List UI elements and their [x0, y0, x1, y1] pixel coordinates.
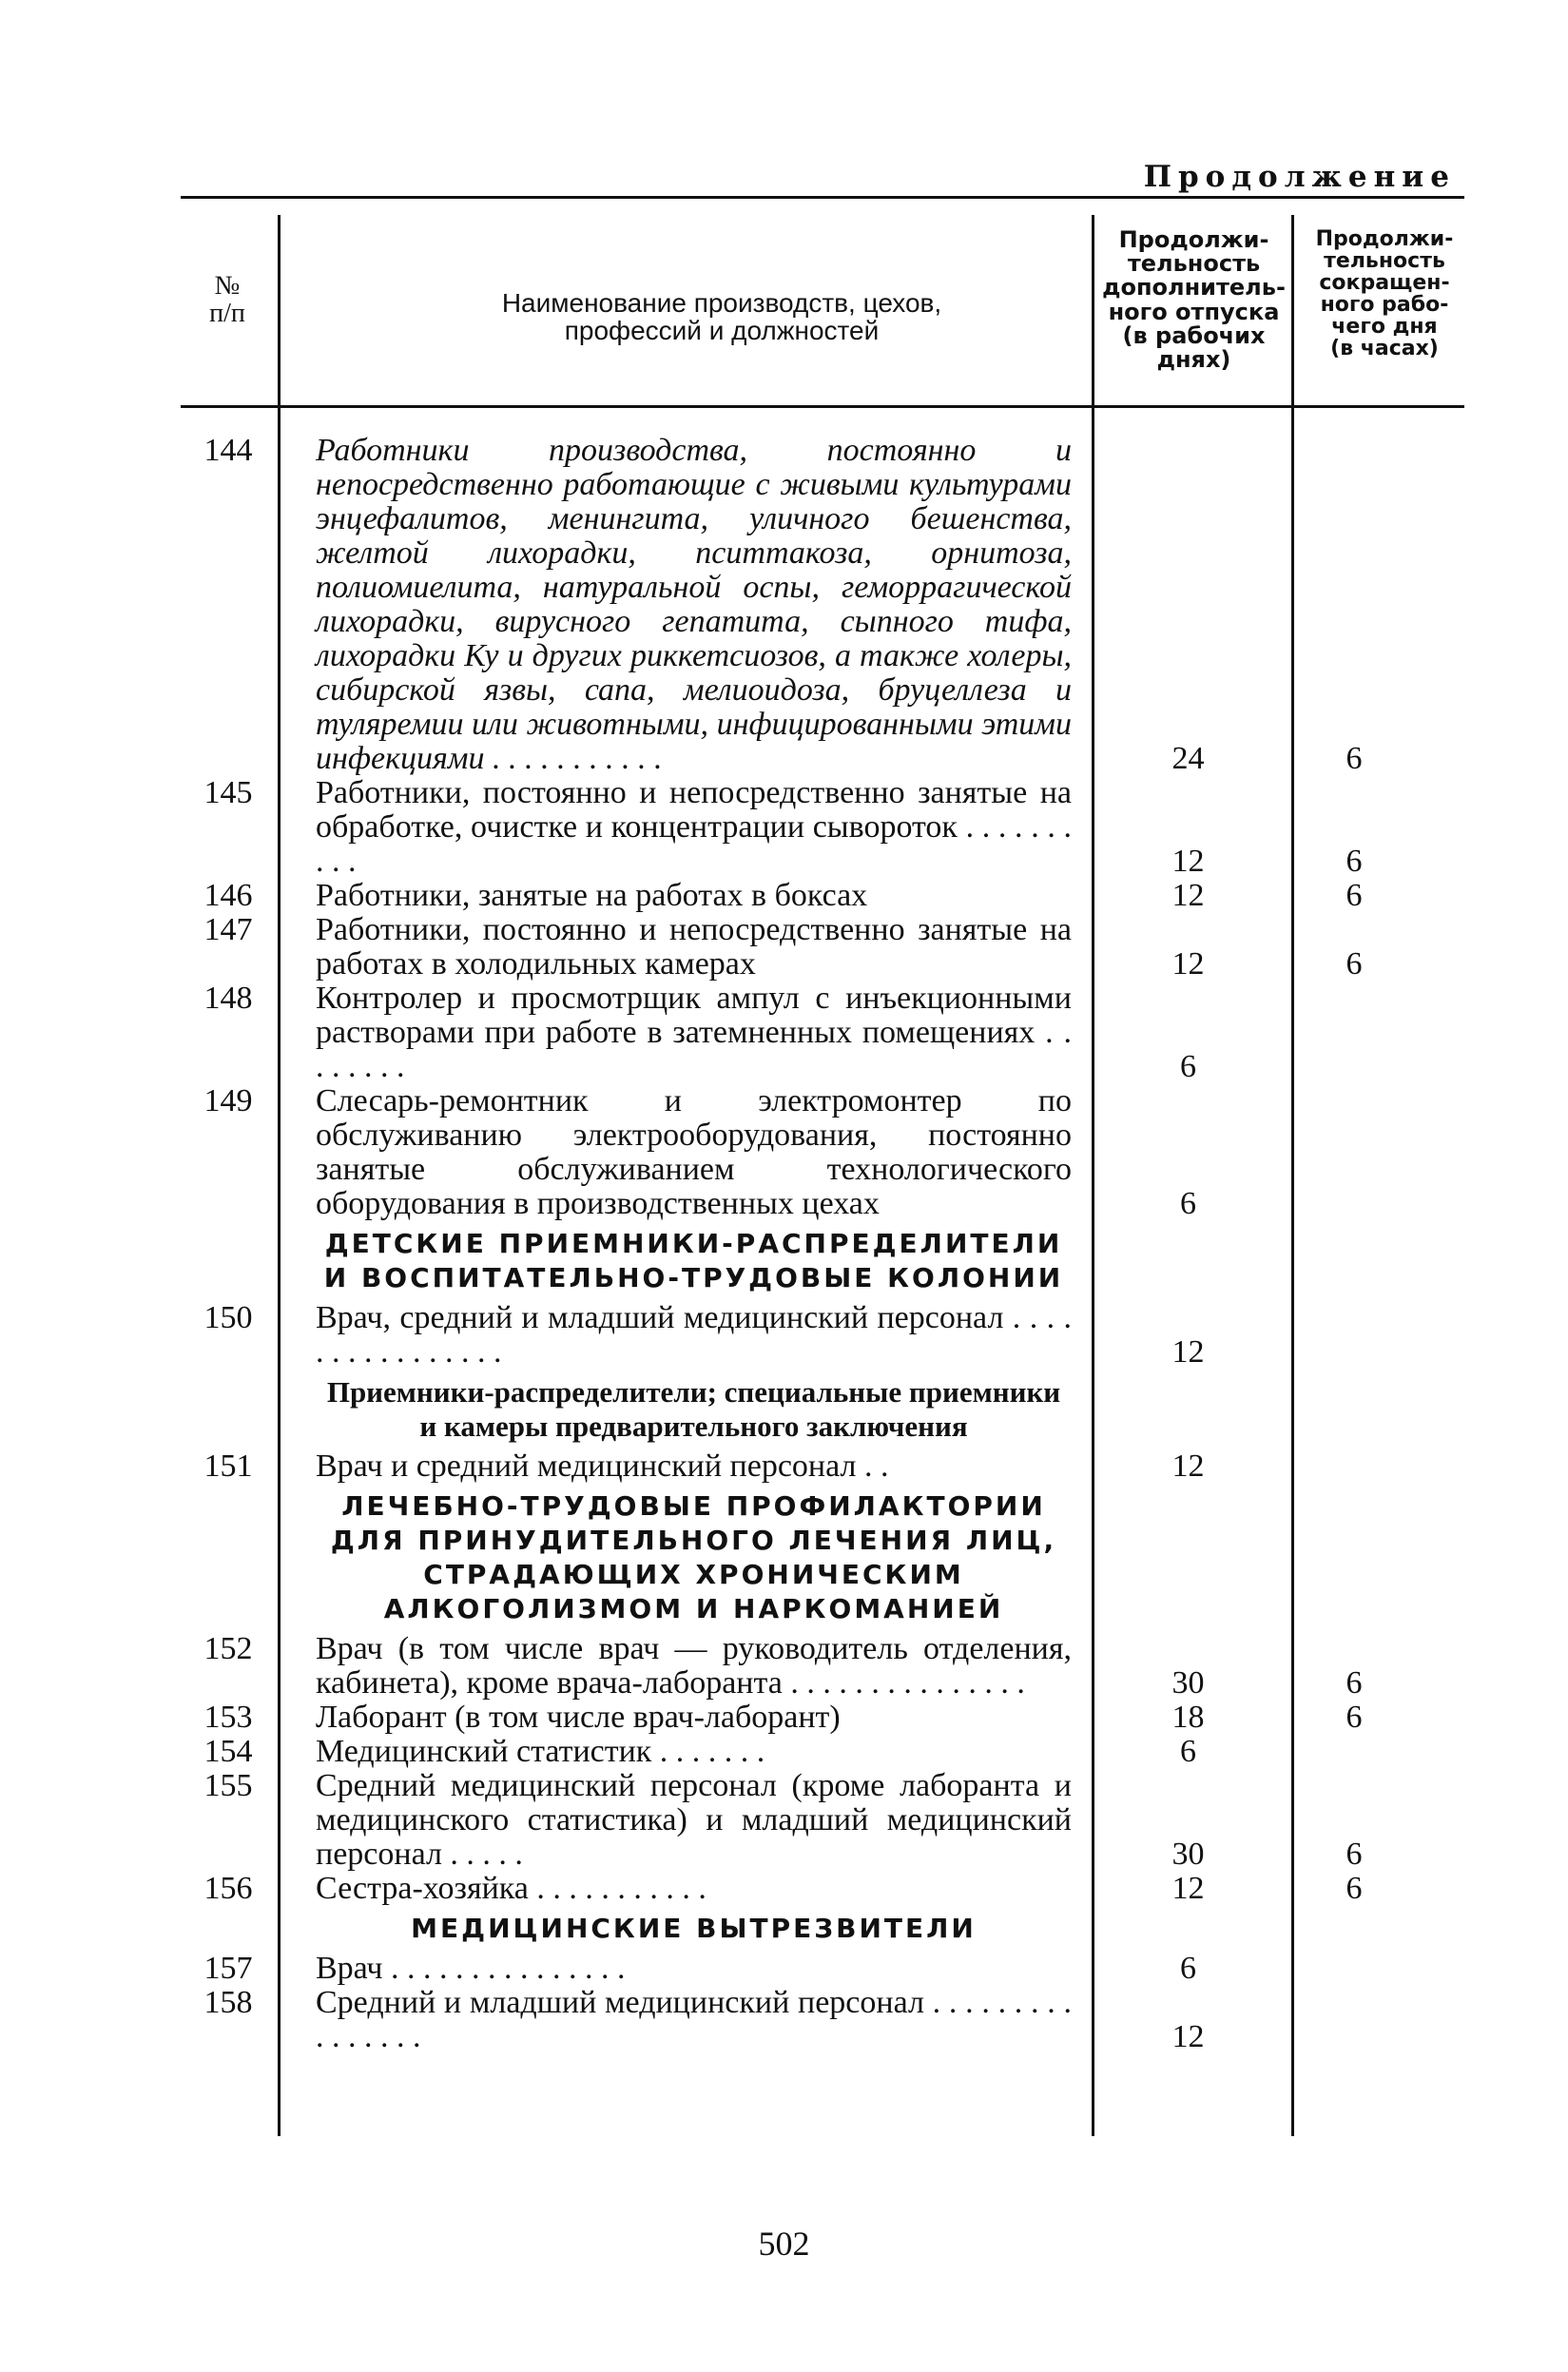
- row-number: 146: [203, 878, 253, 913]
- header-name: Наименование производств, цехов, профессий и должностей: [501, 288, 942, 346]
- table-row: [181, 1986, 1464, 2054]
- row-extra-leave-days: 6: [1180, 1951, 1196, 1986]
- row-description: Лаборант (в том числе врач-лаборант): [316, 1700, 841, 1735]
- table-row: [181, 776, 1464, 879]
- row-short-day-hours: 6: [1345, 946, 1363, 982]
- row-short-day-hours: 6: [1345, 741, 1363, 776]
- row-extra-leave-days: 12: [1171, 1871, 1205, 1906]
- row-description: Работники, занятые на работах в боксах: [316, 878, 868, 913]
- row-description: Медицинский статистик . . . . . . .: [316, 1734, 765, 1769]
- table-row: [181, 1701, 1464, 1735]
- header-bottom-rule: [181, 405, 1464, 408]
- row-short-day-hours: 6: [1345, 1665, 1363, 1701]
- table-body: [181, 434, 1464, 2054]
- row-number: 150: [203, 1300, 253, 1335]
- row-description: Контролер и просмотрщик ампул с инъекционными растворами при работе в затемненных помещениях . . . . . . . .: [316, 981, 1072, 1084]
- row-extra-leave-days: 12: [1171, 1448, 1205, 1484]
- row-short-day-hours: 6: [1345, 844, 1363, 879]
- row-number: 152: [203, 1631, 253, 1666]
- row-number: 158: [203, 1985, 253, 2020]
- row-description: Слесарь-ремонтник и электромонтер по обслуживанию электрооборудования, постоянно занятые обслуживанием технологического оборудования в производственных цехах: [316, 1083, 1072, 1221]
- row-extra-leave-days: 12: [1171, 878, 1205, 913]
- row-description: Работники, постоянно и непосредственно занятые на обработке, очистке и концентрации сывороток . . . . . . . . . .: [316, 775, 1072, 879]
- table-row: [181, 1301, 1464, 1370]
- row-description: Врач (в том числе врач — руководитель отделения, кабинета), кроме врача-лаборанта . . . . . . . . . . . . . . .: [316, 1631, 1072, 1701]
- continuation-label: Продолжение: [1143, 160, 1456, 194]
- row-extra-leave-days: 12: [1171, 2019, 1205, 2054]
- row-extra-leave-days: 18: [1171, 1700, 1205, 1735]
- table-row: [181, 1084, 1464, 1221]
- table-row: [181, 1449, 1464, 1484]
- row-number: 156: [203, 1871, 253, 1906]
- row-extra-leave-days: 24: [1171, 741, 1205, 776]
- row-extra-leave-days: 30: [1171, 1837, 1205, 1872]
- header-short-day: Продолжи- тельность сокращен- ного рабо- чего дня (в часах): [1315, 227, 1454, 361]
- row-description: Работники производства, постоянно и непосредственно работающие с живыми культурами энцефалитов, менингита, уличного бешенства, желтой лихорадки, пситтакоза, орнитоза, полиомиелита, натуральной оспы, геморрагической лихорадки, вирусного гепатита, сыпного тифа, лихорадки Ку и других риккетсиозов, а также холеры, сибирской язвы, сапа, мелиоидоза, бруцеллеза и туляремии или животными, инфицированными этими инфекциями . . . . . . . . . . .: [316, 433, 1072, 776]
- row-number: 145: [203, 775, 253, 810]
- row-extra-leave-days: 30: [1171, 1665, 1205, 1701]
- row-extra-leave-days: 6: [1180, 1734, 1196, 1769]
- row-description: Врач, средний и младший медицинский персонал . . . . . . . . . . . . . . . .: [316, 1300, 1072, 1370]
- row-extra-leave-days: 12: [1171, 946, 1205, 982]
- row-extra-leave-days: 6: [1180, 1186, 1196, 1221]
- row-number: 153: [203, 1700, 253, 1735]
- row-short-day-hours: 6: [1345, 1871, 1363, 1906]
- row-extra-leave-days: 12: [1171, 844, 1205, 879]
- header-number: № п/п: [209, 271, 245, 329]
- header-extra-leave: Продолжи- тельность дополнитель- ного отпуска (в рабочих днях): [1102, 226, 1286, 373]
- row-description: Средний и младший медицинский персонал . . . . . . . . . . . . . . . .: [316, 1985, 1072, 2054]
- row-number: 155: [203, 1768, 253, 1803]
- row-extra-leave-days: 12: [1171, 1334, 1205, 1370]
- table-row: [181, 913, 1464, 982]
- row-description: Сестра-хозяйка . . . . . . . . . . .: [316, 1871, 707, 1906]
- row-number: 154: [203, 1734, 253, 1769]
- row-description: Врач . . . . . . . . . . . . . . .: [316, 1951, 626, 1986]
- section-heading: ЛЕЧЕБНО-ТРУДОВЫЕ ПРОФИЛАКТОРИИ ДЛЯ ПРИНУДИТЕЛЬНОГО ЛЕЧЕНИЯ ЛИЦ, СТРАДАЮЩИХ ХРОНИЧЕСКИМ АЛКОГОЛИЗМОМ И НАРКОМАНИЕЙ: [330, 1490, 1057, 1624]
- section-heading: ДЕТСКИЕ ПРИЕМНИКИ-РАСПРЕДЕЛИТЕЛИ И ВОСПИТАТЕЛЬНО-ТРУДОВЫЕ КОЛОНИИ: [323, 1228, 1064, 1293]
- table-row: [181, 1735, 1464, 1769]
- row-short-day-hours: 6: [1345, 878, 1363, 913]
- table-row: [181, 1769, 1464, 1872]
- row-extra-leave-days: 6: [1180, 1049, 1196, 1084]
- row-number: 157: [203, 1951, 253, 1986]
- table-row: [181, 982, 1464, 1084]
- row-description: Врач и средний медицинский персонал . .: [316, 1448, 889, 1484]
- page-number: 502: [758, 2225, 810, 2263]
- table-row: [181, 1632, 1464, 1701]
- subsection-heading: Приемники-распределители; специальные приемники и камеры предварительного заключения: [326, 1375, 1061, 1443]
- section-heading: МЕДИЦИНСКИЕ ВЫТРЕЗВИТЕЛИ: [411, 1913, 977, 1944]
- row-number: 151: [203, 1448, 253, 1484]
- row-short-day-hours: 6: [1345, 1700, 1363, 1735]
- table-row: [181, 434, 1464, 776]
- row-number: 147: [203, 912, 253, 947]
- row-description: Работники, постоянно и непосредственно занятые на работах в холодильных камерах: [316, 912, 1072, 982]
- row-number: 149: [203, 1083, 253, 1118]
- row-short-day-hours: 6: [1345, 1837, 1363, 1872]
- table-row: [181, 879, 1464, 913]
- table-row: [181, 1952, 1464, 1986]
- table-row: [181, 1872, 1464, 1906]
- table-top-rule: [181, 196, 1464, 199]
- row-number: 144: [203, 433, 253, 468]
- row-number: 148: [203, 981, 253, 1016]
- row-description: Средний медицинский персонал (кроме лаборанта и медицинского статистика) и младший медицинский персонал . . . . .: [316, 1768, 1072, 1872]
